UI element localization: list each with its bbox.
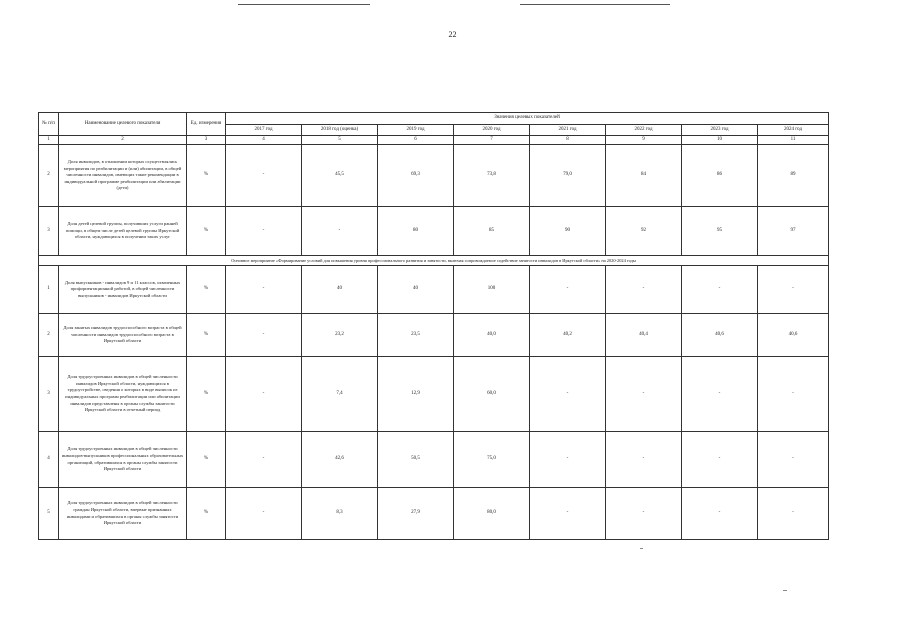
header-year: 2023 год (682, 125, 758, 136)
row-value: - (226, 432, 302, 488)
row-value: 97 (758, 207, 829, 256)
row-value: 60,0 (454, 357, 530, 432)
row-value: 23,5 (378, 314, 454, 357)
table-row (39, 266, 829, 314)
row-value: 69,3 (378, 145, 454, 207)
section-row (39, 256, 829, 266)
header-name: Наименование целевого показателя (59, 113, 187, 136)
row-name: Доля инвалидов, в отношении которых осуществлялись мероприятия по реабилитации и (или) абилитации, в общей численности инвалидов, имеющих такие рекомендации в индивидуальной программе реабилитации или абилитации (дети) (59, 145, 187, 207)
row-value: 8,3 (302, 488, 378, 540)
row-value: 12,9 (378, 357, 454, 432)
row-value: 23,2 (302, 314, 378, 357)
row-value: - (530, 357, 606, 432)
scan-top-rule (520, 4, 670, 5)
row-value: - (682, 432, 758, 488)
row-value: 75,0 (454, 432, 530, 488)
row-value: 27,9 (378, 488, 454, 540)
row-value: 92 (606, 207, 682, 256)
row-value: 95 (682, 207, 758, 256)
row-value: 40 (302, 266, 378, 314)
row-value: - (758, 432, 829, 488)
row-name: Доля трудоустроенных инвалидов в общей численности инвалидов-выпускников профессиональных образовательных организаций, обратившихся в органы службы занятости Иркутской области (59, 432, 187, 488)
row-value: - (606, 432, 682, 488)
row-name: Доля детей целевой группы, получивших услуги ранней помощи, в общем числе детей целевой группы Иркутской области, нуждающихся в получении таких услуг (59, 207, 187, 256)
column-number: 1 (39, 136, 59, 145)
row-num: 1 (39, 266, 59, 314)
page-number: 22 (448, 30, 457, 39)
row-value: 42,6 (302, 432, 378, 488)
header-year: 2018 год (оценка) (302, 125, 378, 136)
row-value: 40,2 (530, 314, 606, 357)
row-value: 85 (454, 207, 530, 256)
row-value: - (226, 357, 302, 432)
row-unit: % (187, 266, 226, 314)
column-number: 8 (530, 136, 606, 145)
row-num: 4 (39, 432, 59, 488)
column-number: 6 (378, 136, 454, 145)
row-value: 79,0 (530, 145, 606, 207)
row-value: - (530, 488, 606, 540)
table-row (39, 357, 829, 432)
table-row (39, 145, 829, 207)
section-title: Основное мероприятие «Формирование условий для повышения уровня профессионального развития и занятости, включая сопровождаемое содействие занятости инвалидов в Иркутской области» на 2020-2024 годы (39, 256, 829, 266)
indicators-table (38, 112, 829, 540)
row-value: - (226, 145, 302, 207)
row-value: 40,0 (454, 314, 530, 357)
header-year: 2019 год (378, 125, 454, 136)
column-number: 9 (606, 136, 682, 145)
row-num: 2 (39, 145, 59, 207)
row-unit: % (187, 432, 226, 488)
row-num: 2 (39, 314, 59, 357)
row-value: - (302, 207, 378, 256)
row-unit: % (187, 145, 226, 207)
row-unit: % (187, 488, 226, 540)
row-value: 50,5 (378, 432, 454, 488)
row-value: 40 (378, 266, 454, 314)
column-number: 2 (59, 136, 187, 145)
header-year: 2017 год (226, 125, 302, 136)
row-value: - (682, 357, 758, 432)
column-number: 7 (454, 136, 530, 145)
table-row (39, 432, 829, 488)
row-value: - (606, 488, 682, 540)
row-value: 7,4 (302, 357, 378, 432)
row-value: - (758, 266, 829, 314)
row-unit: % (187, 314, 226, 357)
row-unit: % (187, 357, 226, 432)
row-name: Доля трудоустроенных инвалидов в общей численности граждан Иркутской области, впервые признанных инвалидами и обратившихся в органы службы занятости Иркутской области (59, 488, 187, 540)
row-value: - (606, 266, 682, 314)
row-value: - (758, 357, 829, 432)
row-value: 100 (454, 266, 530, 314)
row-value: - (682, 266, 758, 314)
header-year: 2022 год (606, 125, 682, 136)
header-year: 2024 год (758, 125, 829, 136)
scan-speck (783, 590, 787, 591)
row-value: - (758, 488, 829, 540)
column-number: 11 (758, 136, 829, 145)
column-number: 10 (682, 136, 758, 145)
row-value: - (606, 357, 682, 432)
header-unit: Ед. измерения (187, 113, 226, 136)
table-row (39, 488, 829, 540)
header-values-group: Значения целевых показателей (226, 113, 829, 125)
table-row (39, 314, 829, 357)
row-value: 73,8 (454, 145, 530, 207)
row-value: 45,5 (302, 145, 378, 207)
row-value: - (226, 488, 302, 540)
row-num: 3 (39, 357, 59, 432)
row-name: Доля занятых инвалидов трудоспособного возраста в общей численности инвалидов трудоспособного возраста в Иркутской области (59, 314, 187, 357)
header-year: 2021 год (530, 125, 606, 136)
row-num: 5 (39, 488, 59, 540)
row-value: 40,4 (606, 314, 682, 357)
row-value: 80 (378, 207, 454, 256)
row-value: - (530, 266, 606, 314)
row-value: - (226, 207, 302, 256)
row-value: 90 (530, 207, 606, 256)
row-value: - (682, 488, 758, 540)
row-value: 40,6 (682, 314, 758, 357)
row-value: 84 (606, 145, 682, 207)
row-value: 80,0 (454, 488, 530, 540)
header-year: 2020 год (454, 125, 530, 136)
row-unit: % (187, 207, 226, 256)
row-name: Доля выпускников - инвалидов 9 и 11 классов, охваченных профориентационной работой, в общей численности выпускников - инвалидов Иркутской области (59, 266, 187, 314)
column-number: 5 (302, 136, 378, 145)
row-value: 40,6 (758, 314, 829, 357)
header-num: № п/п (39, 113, 59, 136)
scan-speck (640, 548, 643, 549)
row-value: - (530, 432, 606, 488)
row-num: 3 (39, 207, 59, 256)
row-value: - (226, 266, 302, 314)
scan-top-rule (238, 4, 370, 5)
row-value: 89 (758, 145, 829, 207)
column-number: 4 (226, 136, 302, 145)
row-value: 86 (682, 145, 758, 207)
column-number: 3 (187, 136, 226, 145)
row-name: Доля трудоустроенных инвалидов в общей численности инвалидов Иркутской области, нуждающихся в трудоустройстве, сведения о которых в виде выписок из индивидуальных программ реабилитации или абилитации инвалидов представлены в органы службы занятости Иркутской области в отчетный период (59, 357, 187, 432)
table-row (39, 207, 829, 256)
row-value: - (226, 314, 302, 357)
